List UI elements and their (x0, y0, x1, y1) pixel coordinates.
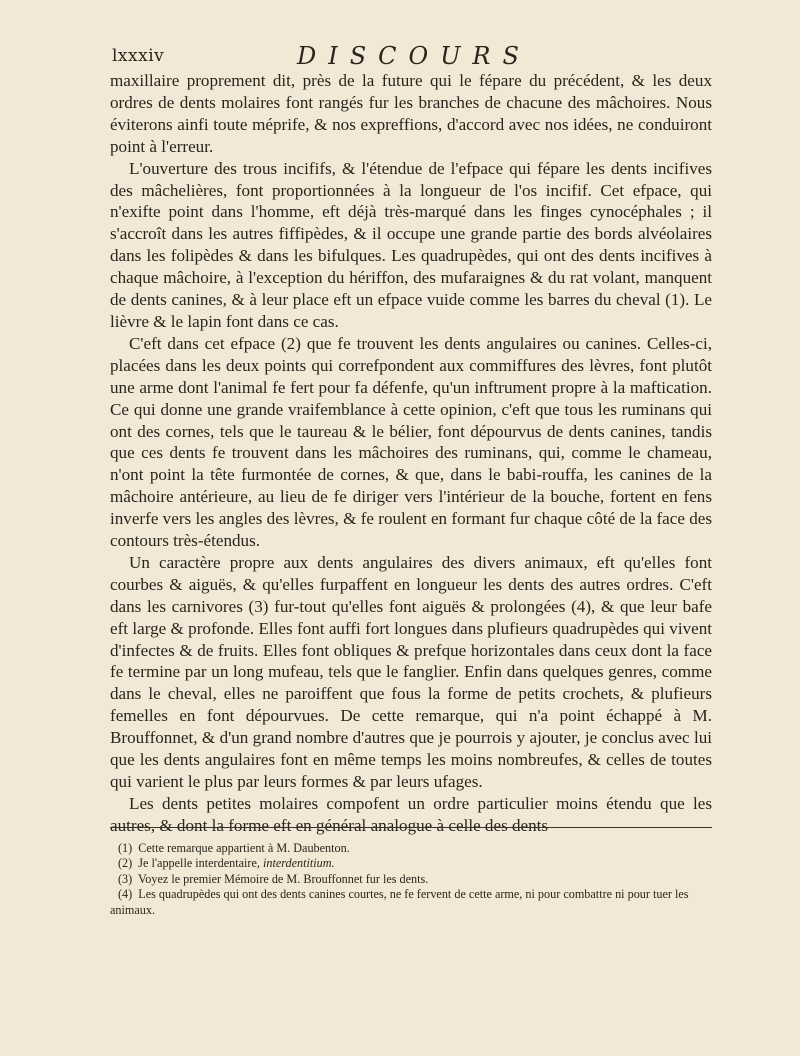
paragraph-5: Les dents petites molaires compofent un ordre particulier moins étendu que les autres, & dont la forme eft en général analogue à celle des dents (110, 793, 712, 835)
footnote-rule (110, 827, 712, 828)
footnotes (110, 841, 712, 918)
footnote-1-label: (1) (118, 841, 133, 855)
footnote-3-text: Voyez le premier Mémoire de M. Brouffonnet fur les dents. (138, 871, 429, 886)
footnote-3 (110, 872, 712, 887)
paragraph-1: maxillaire proprement dit, près de la future qui le fépare du précédent, & les deux ordres de dents molaires font rangés fur les branches de chacune des mâchoires. Nous éviterons ainfi toute méprife, & nos expreffions, d'accord avec nos idées, ne conduiront point à l'erreur. (110, 71, 712, 156)
footnote-4 (110, 887, 712, 918)
footnote-1 (110, 841, 712, 856)
footnote-3-label: (3) (118, 871, 133, 886)
footnote-4-label: (4) (118, 887, 133, 902)
footnote-2-text: Je l'appelle interdentaire, (138, 856, 260, 871)
main-text (110, 70, 712, 837)
page-header (112, 44, 712, 72)
footnote-2-emphasis: interdentitium. (262, 856, 335, 871)
footnote-2 (110, 856, 712, 871)
paragraph-3: C'eft dans cet efpace (2) que fe trouvent les dents angulaires ou canines. Celles-ci, placées dans les deux points qui correfpondent aux commiffures des lèvres, font plutôt une arme dont l'animal fe fert pour fa défenfe, qu'un inftrument propre à la maftication. Ce qui donne une grande vraifemblance à cette opinion, c'eft que tous les ruminans qui ont des cornes, tels que le taureau & le bélier, font dépourvus de dents canines, tandis que ces dents fe trouvent dans les mâchoires des ruminans, qui, comme le chameau, n'ont point la tête furmontée de cornes, & que, dans le babi-rouffa, les canines de la mâchoire antérieure, au lieu de fe diriger vers l'intérieur de la bouche, fortent en fens inverfe vers les angles des lèvres, & fe roulent en formant fur chaque côté de la face des contours très-étendus. (110, 333, 712, 551)
paragraph-4: Un caractère propre aux dents angulaires des divers animaux, eft qu'elles font courbes & aiguës, & qu'elles furpaffent en longueur les dents des autres ordres. C'eft dans les carnivores (3) fur-tout qu'elles font aiguës & prolongées (4), & que leur bafe eft large & profonde. Elles font auffi fort longues dans plufieurs quadrupèdes qui vivent d'infectes & de fruits. Elles font obliques & prefque horizontales dans ceux dont la face fe termine par un long mufeau, tels que le fanglier. Enfin dans quelques genres, comme dans le cheval, elles ne paroiffent que fous la forme de petits crochets, & plufieurs femelles en font dépourvues. De cette remarque, qui n'a point échappé à M. Brouffonnet, & d'un grand nombre d'autres que je pourrois y ajouter, je conclus avec lui que les dents angulaires font en même temps les moins nombreufes, & celles de toutes qui varient le plus par leurs formes & par leurs ufages. (110, 552, 712, 791)
footnote-4-text: Les quadrupèdes qui ont des dents canines courtes, ne fe fervent de cette arme, ni pour combattre ni pour tuer les animaux. (110, 887, 689, 917)
page-number: lxxxiv (112, 46, 165, 66)
running-title: DISCOURS (297, 42, 531, 70)
footnote-2-label: (2) (118, 856, 133, 871)
paragraph-2: L'ouverture des trous incififs, & l'étendue de l'efpace qui fépare les dents incifives des mâchelières, font proportionnées à la longueur de l'os incifif. Cet efpace, qui n'exifte point dans l'homme, eft déjà très-marqué dans les finges cynocéphales ; il s'accroît dans les autres fiffipèdes, & il occupe une grande partie des bords alvéolaires dans les folipèdes & dans les bifulques. Les quadrupèdes, qui ont des dents incifives à chaque mâchoire, à l'exception du hériffon, des mufaraignes & du rat volant, manquent de dents canines, & à leur place eft un efpace vuide comme les barres du cheval (1). Le lièvre & le lapin font dans ce cas. (110, 158, 712, 331)
footnote-1-text: Cette remarque appartient à M. Daubenton. (138, 841, 350, 855)
